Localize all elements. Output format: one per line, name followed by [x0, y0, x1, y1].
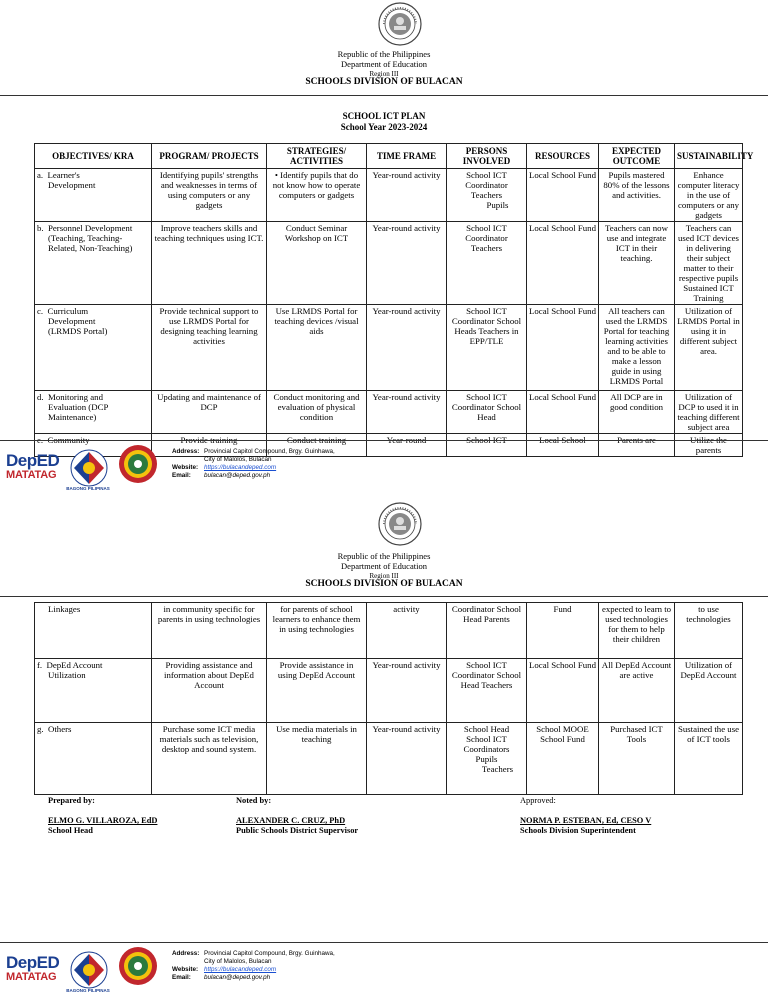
address-line1: Provincial Capitol Compound, Brgy. Guinhawa, [204, 950, 335, 957]
table-header-row [35, 144, 743, 169]
cell-resources: School MOOE School Fund [527, 723, 599, 795]
cell-sustainability: to use technologies [675, 603, 743, 659]
header-region: Region III [369, 572, 399, 580]
bagong-pilipinas-label: BAGONG PILIPINAS [66, 988, 110, 993]
cell-program: Improve teachers skills and teaching techniques using ICT. [152, 222, 267, 305]
cell-resources: Fund [527, 603, 599, 659]
cell-outcome: All teachers can used the LRMDS Portal for teaching learning activities and to be able to make a lesson guide in using LRMDS Portal [599, 305, 675, 391]
cell-sustainability: Utilization of LRMDS Portal in using it in different subject area. [675, 305, 743, 391]
cell-sustainability: Utilize the parents [675, 434, 743, 457]
contact-block: Address: Provincial Capitol Compound, Brgy. Guinhawa, City of Malolos, Bulacan Website: https://bulacandeped.com Email: bulacan@deped.gov.ph [172, 950, 335, 981]
contact-block: Address: Provincial Capitol Compound, Brgy. Guinhawa, City of Malolos, Bulacan Website: https://bulacandeped.com Email: bulacan@deped.gov.ph [172, 448, 335, 479]
prepared-name: ELMO G. VILLAROZA, EdD [48, 816, 158, 825]
cell-strategies: • Identify pupils that do not know how to operate computers or gadgets [267, 169, 367, 222]
col-program: PROGRAM/ PROJECTS [152, 144, 267, 169]
approved-label: Approved: [520, 796, 556, 805]
ict-plan-table-continued [34, 602, 743, 795]
cell-persons: School ICT Coordinator Teachers Pupils [447, 169, 527, 222]
prepared-position: School Head [48, 826, 93, 835]
cell-objectives: f. DepEd Account Utilization [35, 659, 152, 723]
cell-resources: Local School [527, 434, 599, 457]
page-1 [0, 0, 768, 500]
noted-by-block [236, 796, 358, 836]
col-persons: PERSONS INVOLVED [447, 144, 527, 169]
cell-persons: School ICT [447, 434, 527, 457]
prepared-by-block [48, 796, 157, 836]
header-department: Department of Education [341, 59, 427, 69]
col-resources: RESOURCES [527, 144, 599, 169]
cell-objectives: c. Curriculum Development (LRMDS Portal) [35, 305, 152, 391]
cell-program: Provide training [152, 434, 267, 457]
address-line1: Provincial Capitol Compound, Brgy. Guinhawa, [204, 448, 335, 455]
table-row [35, 391, 743, 434]
deped-logo: DepED MATATAG [6, 953, 60, 983]
cell-persons: Coordinator School Head Parents [447, 603, 527, 659]
header-republic: Republic of the Philippines [337, 49, 431, 59]
email-text: bulacan@deped.gov.ph [204, 974, 271, 981]
noted-label: Noted by: [236, 796, 272, 805]
header-division: SCHOOLS DIVISION OF BULACAN [305, 77, 463, 87]
cell-sustainability: Utilization of DCP to used it in teaching different subject area [675, 391, 743, 434]
cell-strategies: Conduct training [267, 434, 367, 457]
cell-outcome: expected to learn to used technologies for them to help their children [599, 603, 675, 659]
cell-sustainability: Teachers can used ICT devices in delivering their subject matter to their respective pupils Sustained ICT Training [675, 222, 743, 305]
table-row [35, 603, 743, 659]
col-sustainability: SUSTAINABILITY [675, 144, 743, 169]
cell-strategies: Conduct monitoring and evaluation of physical condition [267, 391, 367, 434]
cell-resources: Local School Fund [527, 659, 599, 723]
table-row [35, 659, 743, 723]
cell-program: Providing assistance and information about DepEd Account [152, 659, 267, 723]
cell-program: Updating and maintenance of DCP [152, 391, 267, 434]
cell-outcome: All DCP are in good condition [599, 391, 675, 434]
cell-outcome: All DepEd Account are active [599, 659, 675, 723]
division-seal-icon [118, 946, 158, 986]
cell-outcome: Parents are [599, 434, 675, 457]
cell-sustainability: Sustained the use of ICT tools [675, 723, 743, 795]
cell-time-frame: Year-round activity [367, 723, 447, 795]
cell-persons: School Head School ICT Coordinators Pupils Teachers [447, 723, 527, 795]
cell-resources: Local School Fund [527, 222, 599, 305]
division-seal-icon [118, 444, 158, 484]
cell-program: Provide technical support to use LRMDS Portal for designing teaching learning activities [152, 305, 267, 391]
cell-persons: School ICT Coordinator School Head [447, 391, 527, 434]
footer [0, 942, 768, 1004]
table-row [35, 169, 743, 222]
ict-plan-table [34, 143, 754, 457]
cell-program: Purchase some ICT media materials such as television, desktop and sound system. [152, 723, 267, 795]
cell-outcome: Teachers can now use and integrate ICT in their teaching. [599, 222, 675, 305]
col-outcome: EXPECTED OUTCOME [599, 144, 675, 169]
header-region: Region III [369, 70, 399, 78]
cell-objectives: d. Monitoring and Evaluation (DCP Maintenance) [35, 391, 152, 434]
footer [0, 440, 768, 502]
cell-strategies: Provide assistance in using DepEd Account [267, 659, 367, 723]
cell-objectives: a. Learner's Development [35, 169, 152, 222]
deped-logo: DepED MATATAG [6, 451, 60, 481]
prepared-label: Prepared by: [48, 796, 95, 805]
header-division: SCHOOLS DIVISION OF BULACAN [305, 579, 463, 589]
cell-outcome: Pupils mastered 80% of the lessons and activities. [599, 169, 675, 222]
cell-persons: School ICT Coordinator Teachers [447, 222, 527, 305]
cell-program: in community specific for parents in using technologies [152, 603, 267, 659]
cell-sustainability: Enhance computer literacy in the use of computers or any gadgets [675, 169, 743, 222]
cell-persons: School ICT Coordinator School Head Teachers [447, 659, 527, 723]
cell-strategies: for parents of school learners to enhance them in using technologies [267, 603, 367, 659]
col-strategies: STRATEGIES/ ACTIVITIES [267, 144, 367, 169]
table-row [35, 222, 743, 305]
cell-time-frame: Year-round activity [367, 169, 447, 222]
header-republic: Republic of the Philippines [337, 551, 431, 561]
cell-time-frame: Year-round [367, 434, 447, 457]
cell-objectives: g. Others [35, 723, 152, 795]
website-link[interactable]: https://bulacandeped.com [204, 464, 277, 471]
bagong-pilipinas-label: BAGONG PILIPINAS [66, 486, 110, 491]
email-text: bulacan@deped.gov.ph [204, 472, 271, 479]
cell-persons: School ICT Coordinator School Heads Teachers in EPP/TLE [447, 305, 527, 391]
cell-resources: Local School Fund [527, 305, 599, 391]
approved-name: NORMA P. ESTEBAN, Ed, CESO V [520, 816, 652, 825]
header-rule [0, 95, 768, 96]
cell-time-frame: Year-round activity [367, 305, 447, 391]
cell-resources: Local School Fund [527, 169, 599, 222]
website-link[interactable]: https://bulacandeped.com [204, 966, 277, 973]
table-row [35, 305, 743, 391]
cell-strategies: Use media materials in teaching [267, 723, 367, 795]
cell-program: Identifying pupils' strengths and weaknesses in terms of using computers or any gadgets [152, 169, 267, 222]
approved-position: Schools Division Superintendent [520, 826, 636, 835]
cell-objectives: b. Personnel Development (Teaching, Teaching- Related, Non-Teaching) [35, 222, 152, 305]
page-2 [0, 500, 768, 1006]
cell-objectives: e. Community [35, 434, 152, 457]
header-rule [0, 596, 768, 597]
address-line2: City of Malolos, Bulacan [204, 958, 272, 965]
col-objectives: OBJECTIVES/ KRA [35, 144, 152, 169]
table-row [35, 723, 743, 795]
cell-time-frame: Year-round activity [367, 222, 447, 305]
approved-block [520, 796, 651, 836]
cell-time-frame: Year-round activity [367, 659, 447, 723]
deped-seal-icon [378, 2, 422, 46]
cell-sustainability: Utilization of DepEd Account [675, 659, 743, 723]
cell-resources: Local School Fund [527, 391, 599, 434]
cell-strategies: Conduct Seminar Workshop on ICT [267, 222, 367, 305]
col-time-frame: TIME FRAME [367, 144, 447, 169]
cell-strategies: Use LRMDS Portal for teaching devices /visual aids [267, 305, 367, 391]
noted-position: Public Schools District Supervisor [236, 826, 359, 835]
address-line2: City of Malolos, Bulacan [204, 456, 272, 463]
cell-time-frame: Year-round activity [367, 391, 447, 434]
cell-outcome: Purchased ICT Tools [599, 723, 675, 795]
cell-objectives: Linkages [35, 603, 152, 659]
plan-title: SCHOOL ICT PLAN [342, 111, 426, 121]
noted-name: ALEXANDER C. CRUZ, PhD [236, 816, 346, 825]
header-department: Department of Education [341, 561, 427, 571]
cell-time-frame: activity [367, 603, 447, 659]
deped-seal-icon [378, 502, 422, 546]
plan-year: School Year 2023-2024 [340, 122, 428, 132]
